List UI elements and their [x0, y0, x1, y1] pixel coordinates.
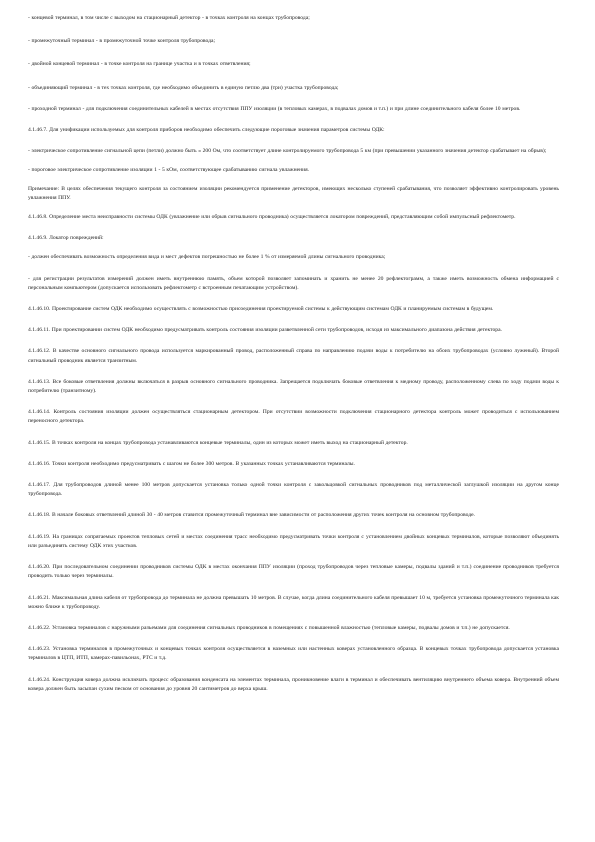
paragraph-4-1-46-19: 4.1.46.19. На границах сопрягаемых проектов тепловых сетей и местах соединения трасс необходимо предусматривать точки контроля с установлением двойных концевых терминалов, которые позволяют объединять или разъединять систему ОДК этих участков.: [28, 533, 559, 549]
paragraph-4-1-46-21: 4.1.46.21. Максимальная длина кабеля от трубопровода до терминала не должна превышать 10 метров. В случае, когда длина соединительного кабеля превышает 10 м, требуется установка промежуточного терминала как можно ближе к трубопроводу.: [28, 594, 559, 610]
paragraph-resistance-threshold: - пороговое электрическое сопротивление изоляции 1 - 5 кОм, соответствующее срабатыванию сигнала увлажнения.: [28, 167, 310, 174]
paragraph-4-1-46-13: 4.1.46.13. Все боковые ответвления должны включаться в разрыв основного сигнального проводника. Запрещается подключать боковые ответвления к медному проводу, расположенному слева по ходу подачи воды к потребителю (транзитному).: [28, 378, 559, 395]
paragraph-4-1-46-8: 4.1.46.8. Определение места неисправности системы ОДК (увлажнение или обрыв сигнального проводника) осуществляется локатором повреждений, представляющим собой импульсный рефлектометр.: [28, 214, 516, 221]
paragraph-4-1-46-7: 4.1.46.7. Для унификации используемых для контроля приборов необходимо обеспечить следующие пороговые значения параметров системы ОДК:: [28, 127, 385, 134]
paragraph-terminal-joining: - объединяющий терминал - в тех точках контроля, где необходимо объединить в единую петлю два (три) участка трубопровода;: [28, 84, 339, 91]
paragraph-4-1-46-24: 4.1.46.24. Конструкция ковера должна исключать процесс образования конденсата на элементах терминала, проникновение влаги в терминал и обеспечивать вентиляцию внутреннего объема ковера. Внутренний объем ковера должен быть засыпан сухим песком от основания до уровня 20 сантиметров до верха крыш.: [28, 676, 559, 692]
paragraph-4-1-46-23: 4.1.46.23. Установка терминалов в промежуточных и концевых точках контроля осуществляется в наземных или настенных коверах установленного образца. В концевых точках трубопровода допускается установка терминалов в ЦТП, ИТП, камерах-павильонах, РТС и т.д.: [28, 646, 559, 662]
paragraph-4-1-46-22: 4.1.46.22. Установка терминалов с наружными разъемами для соединения сигнальных проводников в помещениях с повышенной влажностью (тепловые камеры, подвалы домов и т.п.) не допускается.: [28, 624, 510, 631]
paragraph-4-1-46-9: 4.1.46.9. Локатор повреждений:: [28, 235, 104, 242]
paragraph-4-1-46-20: 4.1.46.20. При последовательном соединении проводников системы ОДК в местах окончания ППУ изоляции (проход трубопроводов через тепловые камеры, подвалы зданий и т.п.) соединение проводников требуется проводить только через терминалы.: [28, 564, 559, 580]
paragraph-locator-memory: - для регистрации результатов измерений должен иметь внутреннюю память, объем которой позволяет запоминать и хранить не менее 20 рефлектограмм, а также иметь возможность обмена информацией с персональным компьютером (допускается использовать рефлектометр с встроенным печатающим устройством).: [28, 275, 559, 291]
paragraph-4-1-46-17: 4.1.46.17. Для трубопроводов длиной менее 100 метров допускается установка только одной точки контроля с закольцовкой сигнальных проводников под металлической заглушкой изоляции на другом конце трубопровода.: [28, 482, 559, 498]
paragraph-terminal-double-end: - двойной концевой терминал - в точке контроля на границе участка и в точках ответвления;: [28, 61, 251, 68]
paragraph-4-1-46-15: 4.1.46.15. В точках контроля на концах трубопровода устанавливаются концевые терминалы, один из которых может иметь выход на стационарный детектор.: [28, 439, 408, 446]
paragraph-4-1-46-16: 4.1.46.16. Точки контроля необходимо предусматривать с шагом не более 300 метров. В указанных точках устанавливаются терминалы.: [28, 460, 355, 467]
paragraph-note: Примечание: В целях обеспечения текущего контроля за состоянием изоляции рекомендуется применение детекторов, имеющих несколько ступеней срабатывания, что позволяет эффективно контролировать уровень увлажнения ППУ.: [28, 185, 559, 201]
paragraph-terminal-intermediate: - промежуточный терминал - в промежуточной точке контроля трубопровода;: [28, 38, 216, 45]
paragraph-4-1-46-18: 4.1.46.18. В начале боковых ответвлений длиной 30 - 40 метров ставится промежуточный терминал вне зависимости от расположения других точек контроля на основном трубопроводе.: [28, 512, 475, 519]
paragraph-terminal-end: - концевой терминал, в том числе с выходом на стационарный детектор - в точках контроля на концах трубопровода;: [28, 15, 310, 21]
paragraph-4-1-46-10: 4.1.46.10. Проектирование систем ОДК необходимо осуществлять с возможностью присоединения проектируемой системы к действующим системам ОДК и планируемым системам в будущем.: [28, 306, 494, 313]
paragraph-locator-accuracy: - должен обеспечивать возможность определения вида и мест дефектов погрешностью не более 1 % от измеряемой длины сигнального проводника;: [28, 254, 386, 261]
paragraph-4-1-46-11: 4.1.46.11. При проектировании систем ОДК необходимо предусматривать контроль состояния изоляции разветвленной сети трубопроводов, исходя из максимального диапазона действия детектора.: [28, 327, 502, 334]
paragraph-terminal-pass-through: - проходной терминал - для подключения соединительных кабелей в местах отсутствия ППУ изоляции (в тепловых камерах, в подвалах домов и т.п.) и при длине соединительного кабеля более 10 метров.: [28, 105, 521, 112]
paragraph-4-1-46-12: 4.1.46.12. В качестве основного сигнального провода используется маркированный провод, расположенный справа по направлению подачи воды к потребителю на обоих трубопроводах (условно луженый). Второй сигнальный проводник является транзитным.: [28, 348, 559, 364]
paragraph-4-1-46-14: 4.1.46.14. Контроль состояния изоляции должен осуществляться стационарным детектором. При отсутствии возможности подключения стационарного детектора контроль может проводиться с использованием переносного детектора.: [28, 409, 559, 425]
paragraph-resistance-loop: - электрическое сопротивление сигнальной цепи (петли) должно быть » 200 Ом, что соответствует длине контролируемого трубопровода 5 км (при превышении указанного значения детектор срабатывает на обрыв);: [28, 148, 547, 155]
